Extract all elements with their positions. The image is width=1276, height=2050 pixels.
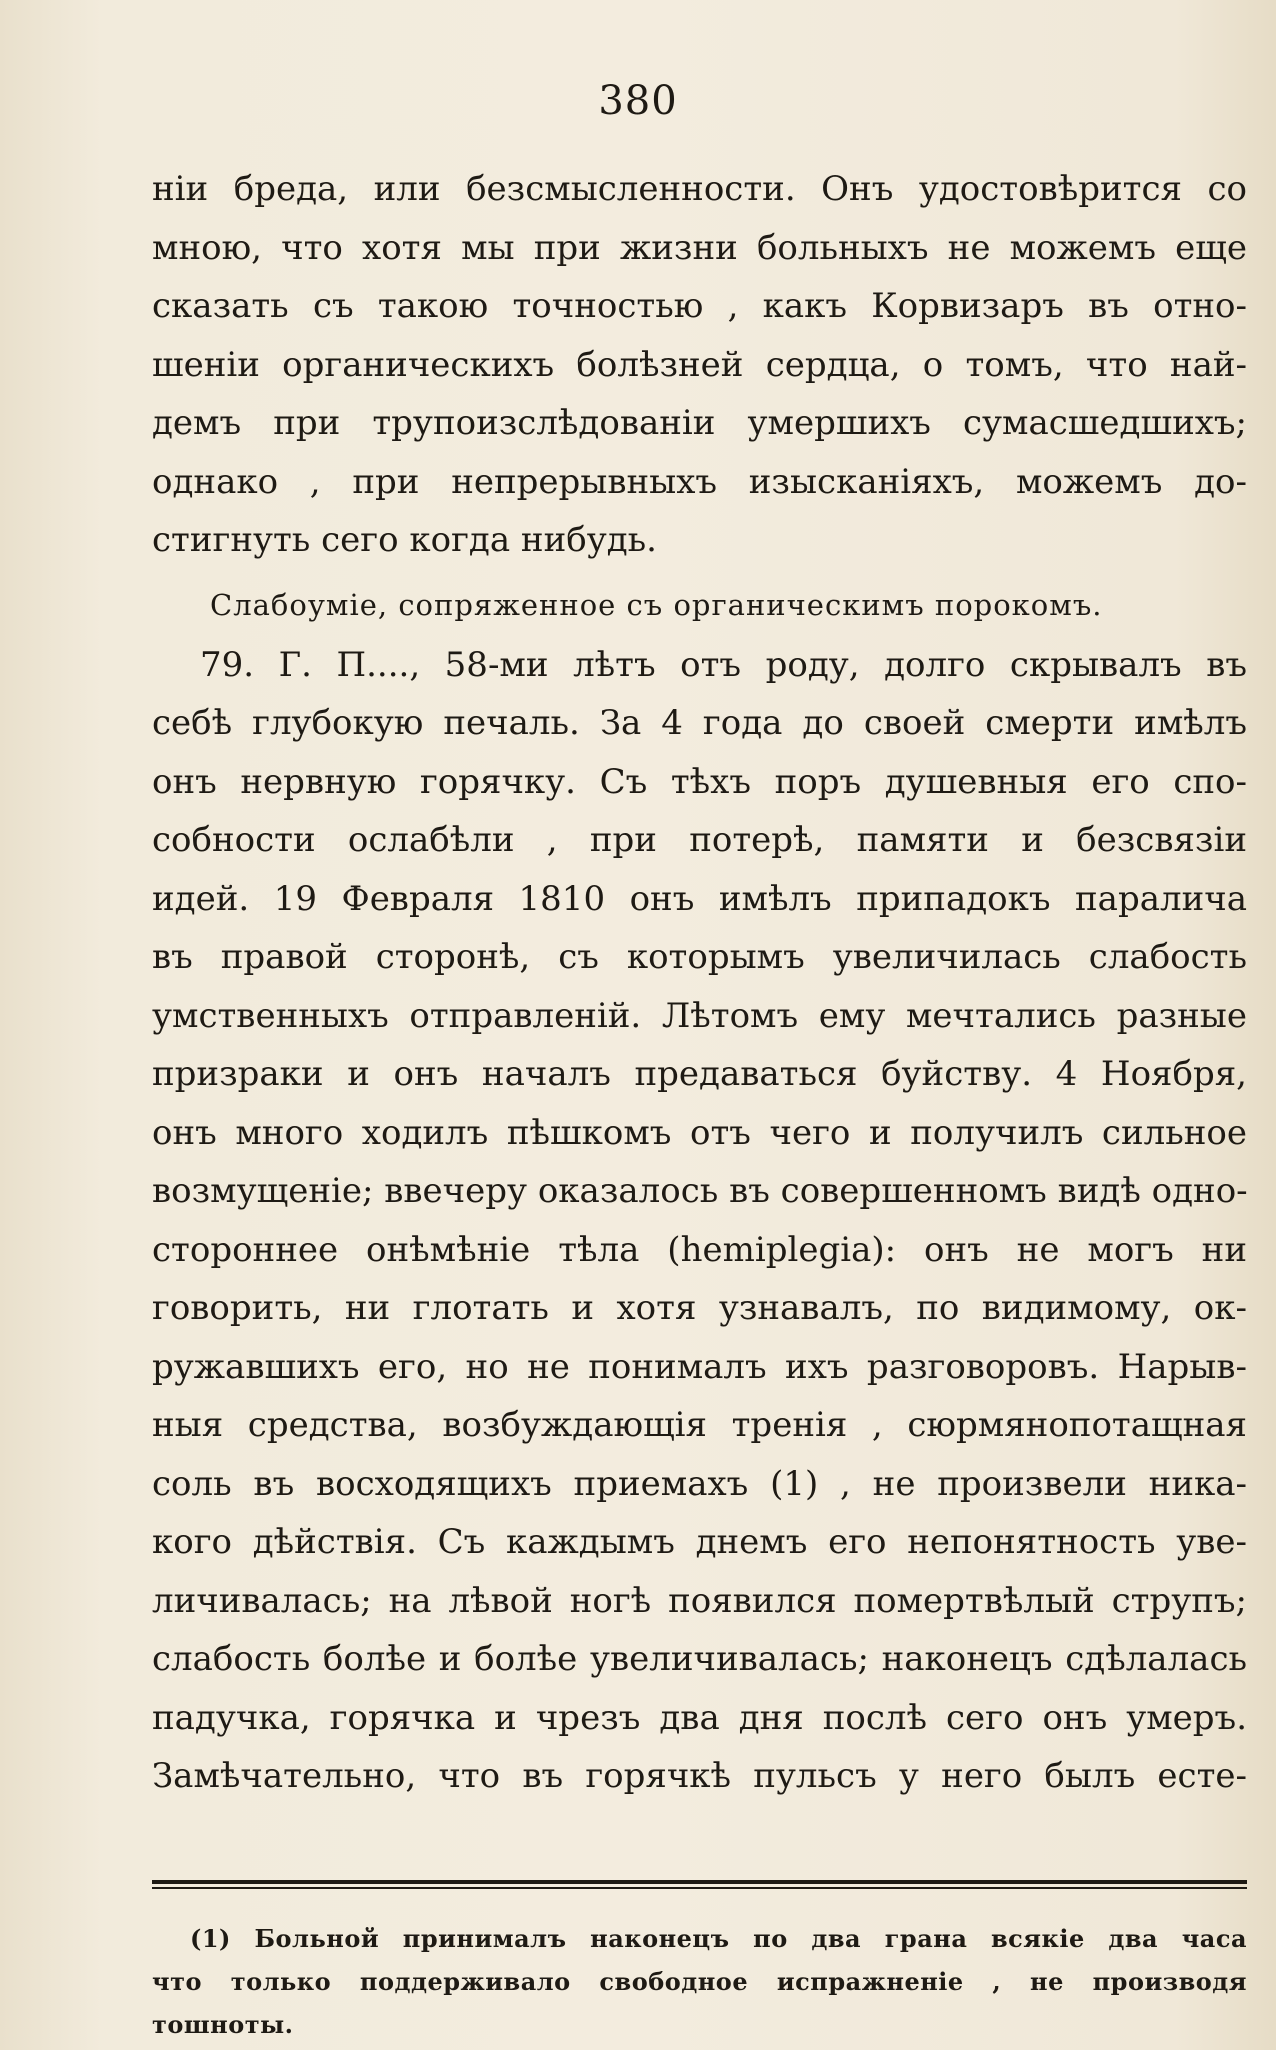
- paragraph-1: [152, 160, 1247, 570]
- text-line: онъ много ходилъ пѣшкомъ отъ чего и получилъ сильное: [152, 1112, 1247, 1153]
- text-line: кого дѣйствiя. Съ каждымъ днемъ его непонятность уве-: [152, 1522, 1247, 1562]
- footnote-line: (1) Больной принималъ наконецъ по два грана всякiе два часа: [190, 1924, 1247, 1953]
- text-line: въ правой сторонѣ, съ которымъ увеличилась слабость: [152, 937, 1247, 977]
- text-line: однако , при непрерывныхъ изысканiяхъ, можемъ до-: [152, 461, 1247, 502]
- text-line: умственныхъ отправленiй. Лѣтомъ ему мечтались разные: [152, 995, 1247, 1036]
- text-line: идей. 19 Февраля 1810 онъ имѣлъ припадокъ паралича: [152, 878, 1247, 919]
- text-line: говорить, ни глотать и хотя узнавалъ, по видимому, ок-: [152, 1288, 1247, 1328]
- text-line: ныя средства, возбуждающiя тренiя , сюрмянопотащная: [152, 1405, 1247, 1445]
- text-line: мною, что хотя мы при жизни больныхъ не можемъ еще: [152, 227, 1247, 268]
- text-line: нiи бреда, или безсмысленности. Онъ удостовѣрится со: [152, 169, 1247, 209]
- text-line: сказать съ такою точностью , какъ Корвизаръ въ отно-: [152, 286, 1247, 326]
- text-line: собности ослабѣли , при потерѣ, памяти и безсвязiи: [152, 820, 1247, 860]
- page-number: 380: [598, 78, 678, 124]
- text-line: себѣ глубокую печаль. За 4 года до своей смерти имѣлъ: [152, 703, 1247, 743]
- text-line: возмущенiе; ввечеру оказалось въ совершенномъ видѣ одно-: [152, 1171, 1248, 1211]
- text-line: призраки и онъ началъ предаваться буйству. 4 Ноября,: [152, 1054, 1247, 1094]
- text-line: личивалась; на лѣвой ногѣ появился помертвѣлый струпъ;: [152, 1580, 1247, 1621]
- text-line: слабость болѣе и болѣе увеличивалась; наконецъ сдѣлалась: [152, 1639, 1247, 1679]
- footnote-line: что только поддерживало свободное испражненiе , не производя: [152, 1967, 1247, 1996]
- footnote-line: тошноты.: [152, 2010, 294, 2039]
- footnote: [152, 1917, 1247, 2046]
- text-line: демъ при трупоизслѣдованiи умершихъ сумасшедшихъ;: [152, 403, 1247, 443]
- text-line: онъ нервную горячку. Съ тѣхъ поръ душевныя его спо-: [152, 761, 1247, 802]
- text-line: шенiи органическихъ болѣзней сердца, о томъ, что най-: [152, 344, 1247, 385]
- body-text: [152, 160, 1247, 1806]
- text-line: стороннее онѣмѣнiе тѣла (hemiplegia): онъ не могъ ни: [152, 1229, 1247, 1270]
- text-line: 79. Г. П...., 58-ми лѣтъ отъ роду, долго скрывалъ въ: [200, 644, 1247, 685]
- text-line: падучка, горячка и чрезъ два дня послѣ сего онъ умеръ.: [152, 1697, 1247, 1738]
- text-line: ружавшихъ его, но не понималъ ихъ разговоровъ. Нарыв-: [152, 1346, 1247, 1387]
- text-line: соль въ восходящихъ приемахъ (1) , не произвели ника-: [152, 1463, 1247, 1504]
- text-line: стигнуть сего когда нибудь.: [152, 520, 657, 560]
- footnote-divider: [152, 1880, 1247, 1884]
- section-heading: Слабоумiе, сопряженное съ органическимъ порокомъ.: [210, 587, 1103, 622]
- text-line: Замѣчательно, что въ горячкѣ пульсъ у него былъ есте-: [152, 1756, 1247, 1796]
- paragraph-2: [152, 636, 1247, 1806]
